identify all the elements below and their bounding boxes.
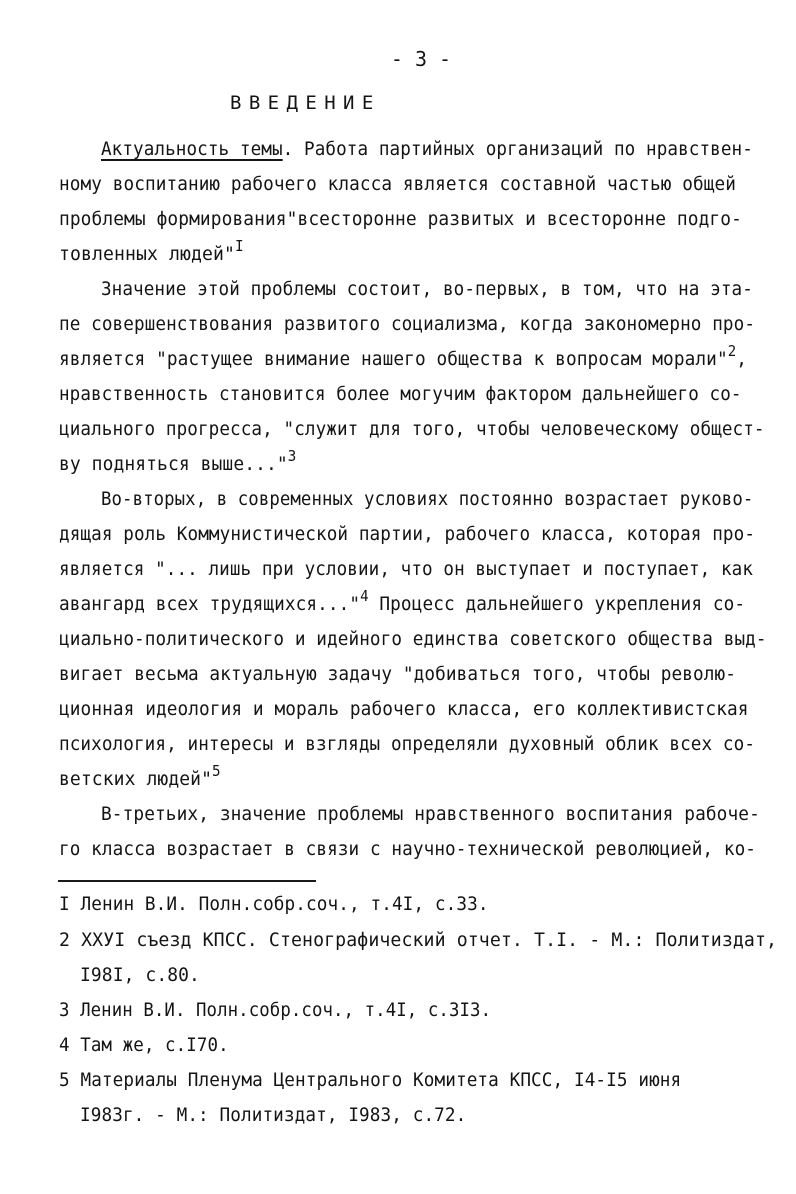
paragraph-2-line-3-tail: , (736, 348, 748, 370)
footnote-4-number: 4 (59, 1034, 70, 1056)
footnote-3 (59, 998, 491, 1022)
topic-relevance-label: Актуальность темы (101, 138, 283, 160)
footnote-3-number: 3 (59, 999, 70, 1021)
paragraph-1-line-3: проблемы формирования"всесторонне развитых и всесторонне подго- (59, 208, 742, 230)
paragraph-3-line-2: дящая роль Коммунистической партии, рабочего класса, которая про- (59, 523, 756, 545)
footnote-1-number: I (59, 893, 70, 915)
paragraph-2-line-3 (59, 341, 748, 371)
footnote-5-line-2: I983г. - М.: Политиздат, I983, с.72. (80, 1104, 467, 1126)
footnote-2-line-2: I98I, с.80. (80, 964, 200, 986)
footnote-1-text: Ленин В.И. Полн.собр.соч., т.4I, с.33. (80, 893, 489, 915)
paragraph-3-line-7: ционная идеология и мораль рабочего класса, его коллективистская (59, 698, 749, 720)
footnote-2-number: 2 (59, 929, 71, 951)
paragraph-3-line-9 (59, 761, 221, 791)
paragraph-3-line-6: вигает весьма актуальную задачу "добиваться того, чтобы револю- (59, 663, 736, 685)
paragraph-3-line-9-text: ветских людей" (59, 768, 213, 790)
footnote-5 (59, 1068, 681, 1092)
footnote-1 (59, 892, 489, 916)
footnote-ref-2: 2 (727, 341, 737, 360)
footnote-separator (58, 880, 316, 882)
paragraph-1-line-1-text: . Работа партийных организаций по нравствен- (282, 138, 753, 160)
footnote-2-text: ХХУI съезд КПСС. Стенографический отчет. Т.I. - М.: Политиздат, (81, 929, 778, 951)
paragraph-2-line-6-text: ву подняться выше..." (59, 453, 288, 475)
paragraph-1-line-4 (59, 236, 244, 266)
paragraph-3-line-4-text-b: Процесс дальнейшего укрепления со- (368, 593, 746, 615)
paragraph-2-line-5: циального прогресса, "служит для того, чтобы человеческому общест- (59, 418, 765, 440)
footnote-3-text: Ленин В.И. Полн.собр.соч., т.4I, с.3I3. (80, 999, 492, 1021)
paragraph-2-line-2: пе совершенствования развитого социализма, когда закономерно про- (59, 313, 756, 335)
page-number: - 3 - (390, 47, 452, 71)
paragraph-2-line-6 (59, 446, 297, 476)
footnote-ref-4: 4 (360, 586, 369, 605)
footnote-2 (59, 928, 777, 952)
paragraph-1-line-1 (101, 137, 753, 161)
paragraph-2-line-1: Значение этой проблемы состоит, во-первых, в том, что на эта- (101, 278, 753, 300)
paragraph-3-line-4-text-a: авангард всех трудящихся..." (59, 593, 361, 615)
footnote-4 (59, 1033, 229, 1057)
paragraph-2-line-4: нравственность становится более могучим фактором дальнейшего со- (59, 383, 742, 405)
paragraph-4-line-2: го класса возрастает в связи с научно-технической революцией, ко- (59, 838, 757, 860)
paragraph-2-line-3-text: является "растущее внимание нашего общества к вопросам морали" (59, 348, 728, 370)
footnote-ref-5: 5 (212, 761, 221, 780)
paragraph-1-line-2: ному воспитанию рабочего класса является составной частью общей (59, 173, 736, 195)
footnote-5-text: Материалы Пленума Центрального Комитета КПСС, I4-I5 июня (80, 1069, 682, 1091)
paragraph-3-line-8: психология, интересы и взгляды определяли духовный облик всех со- (59, 733, 756, 755)
footnote-4-text: Там же, с.I70. (80, 1034, 229, 1056)
paragraph-3-line-5: циально-политического и идейного единства советского общества выд- (59, 628, 767, 650)
paragraph-4-line-1: В-третьих, значение проблемы нравственного воспитания рабоче- (101, 803, 760, 825)
footnote-5-number: 5 (59, 1069, 70, 1091)
paragraph-3-line-3: является "... лишь при условии, что он выступает и поступает, как (59, 558, 754, 580)
paragraph-1-line-4-text: товленных людей" (59, 243, 236, 265)
paragraph-3-line-1: Во-вторых, в современных условиях постоянно возрастает руково- (101, 488, 754, 510)
section-heading: ВВЕДЕНИЕ (230, 92, 381, 114)
footnote-ref-1: I (235, 236, 244, 255)
footnote-ref-3: 3 (287, 446, 297, 465)
paragraph-3-line-4 (59, 586, 746, 616)
